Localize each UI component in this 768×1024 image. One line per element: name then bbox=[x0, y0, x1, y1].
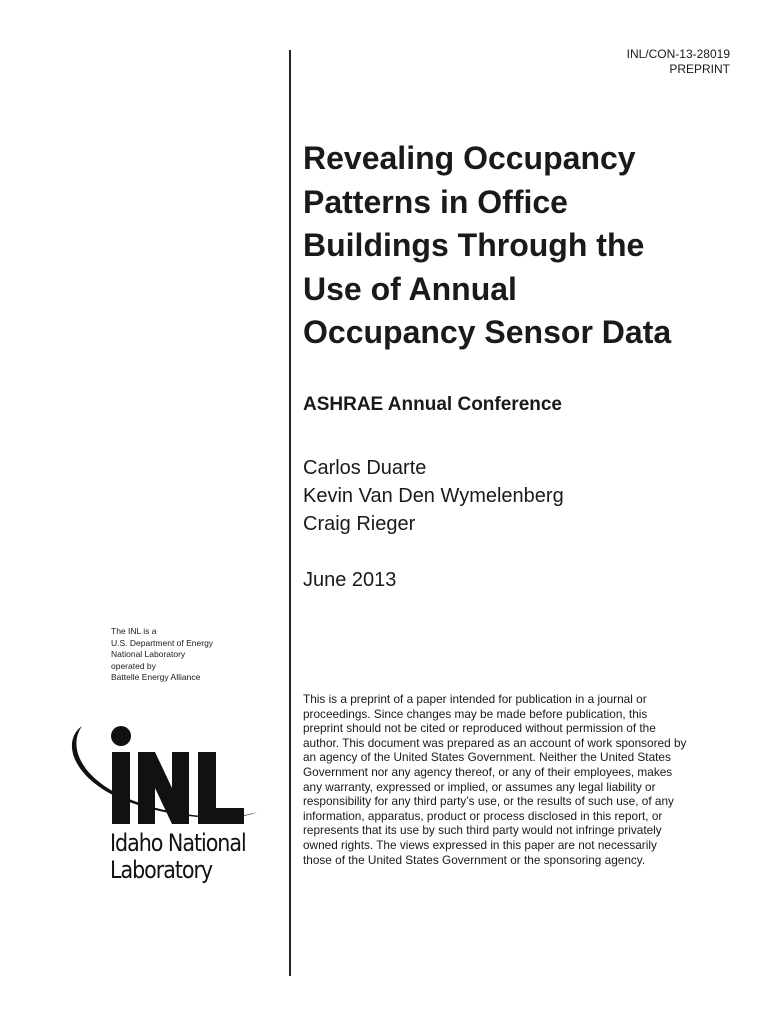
author-name: Craig Rieger bbox=[303, 513, 416, 535]
author-name: Kevin Van Den Wymelenberg bbox=[303, 485, 564, 507]
inl-operator-note bbox=[111, 626, 213, 684]
note-line: The INL is a bbox=[111, 626, 157, 636]
title-line: Occupancy Sensor Data bbox=[303, 314, 672, 350]
report-number: INL/CON-13-28019 bbox=[626, 47, 730, 61]
vertical-divider bbox=[289, 50, 291, 976]
note-line: Battelle Energy Alliance bbox=[111, 672, 201, 682]
conference-name: ASHRAE Annual Conference bbox=[303, 394, 562, 415]
author-name: Carlos Duarte bbox=[303, 457, 427, 479]
preprint-disclaimer: This is a preprint of a paper intended for publication in a journal or proceedings. Since changes may be made before publication, this preprint should not be cited or reproduced without permission of the author. This document was prepared as an account of work sponsored by an agency of the United States Government. Neither the United States Government nor any agency thereof, or any of their employees, makes any warranty, expressed or implied, or assumes any legal liability or responsibility for any third party’s use, or the results of such use, of any information, apparatus, product or process disclosed in this report, or represents that its use by such third party would not infringe privately owned rights. The views expressed in this paper are not necessarily those of the United States Government or the sponsoring agency. bbox=[303, 692, 687, 867]
publication-date: June 2013 bbox=[303, 569, 397, 591]
inl-logo bbox=[66, 718, 266, 898]
title-line: Patterns in Office bbox=[303, 183, 568, 220]
title-line: Buildings Through the bbox=[303, 227, 645, 263]
title-line: Use of Annual bbox=[303, 270, 517, 307]
note-line: U.S. Department of Energy bbox=[111, 637, 214, 648]
inl-logo-mark-icon bbox=[66, 718, 266, 830]
note-line: operated by bbox=[111, 660, 156, 671]
preprint-label: PREPRINT bbox=[669, 62, 730, 76]
note-line: National Laboratory bbox=[111, 649, 186, 659]
logo-wordmark bbox=[110, 830, 246, 884]
document-title bbox=[303, 137, 743, 355]
title-line: Revealing Occupancy bbox=[303, 140, 636, 176]
logo-name-line: Idaho National bbox=[110, 829, 246, 857]
logo-name-line: Laboratory bbox=[110, 856, 213, 884]
author-list bbox=[303, 454, 564, 538]
report-identifier bbox=[627, 47, 730, 77]
